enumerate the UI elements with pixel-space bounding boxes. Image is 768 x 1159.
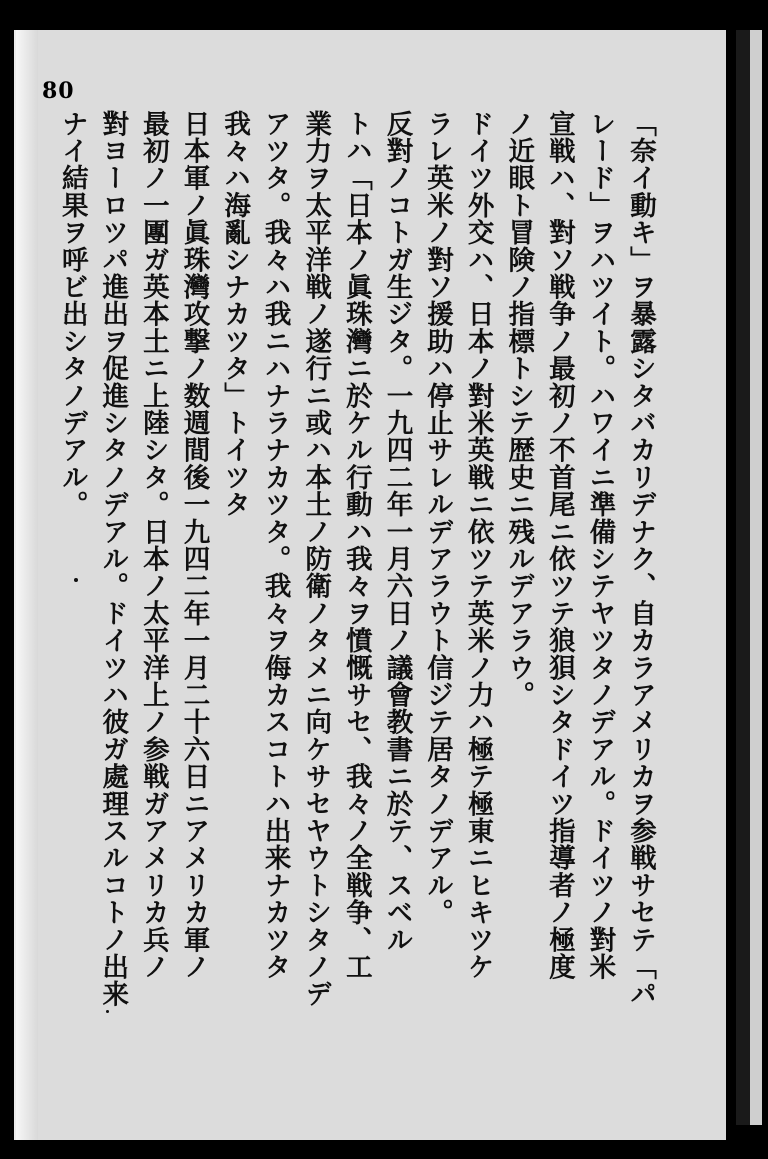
text-column: レード」ヲハツイト。ハワイニ準備シテヤツタノデアル。ドイツノ對米 [584, 110, 616, 981]
text-column: アツタ。我々ハ我ニハナラナカツタ。我々ヲ侮カスコトハ出来ナカツタ [259, 110, 291, 981]
text-column: ノ近眼ト冒険ノ指標トシテ歴史ニ残ルデアラウ。 [503, 110, 535, 709]
ink-speck [106, 1010, 109, 1013]
text-column: 「奈イ動キ」ヲ暴露シタバカリデナク、自カラアメリカヲ参戦サセテ「パ [625, 110, 656, 1008]
text-column: 最初ノ一團ガ英本土ニ上陸シタ。日本ノ太平洋上ノ参戦ガアメリカ兵ノ [137, 110, 169, 981]
text-column: ナイ結果ヲ呼ビ出シタノデアル。 [56, 110, 88, 518]
text-column: 業力ヲ太平洋戦ノ遂行ニ或ハ本土ノ防衛ノタメニ向ケサセヤウトシタノデ [300, 110, 332, 1008]
page-number: 80 [42, 78, 75, 104]
text-column: 日本軍ノ眞珠灣攻撃ノ数週間後一九四二年一月二十六日ニアメリカ軍ノ [178, 110, 210, 981]
text-column: ドイツ外交ハ、日本ノ對米英戦ニ依ツテ英米ノ力ハ極テ極東ニヒキツケ [462, 110, 494, 981]
vertical-text-body [56, 110, 660, 1090]
text-column: 反對ノコトガ生ジタ。一九四二年一月六日ノ議會教書ニ於テ、スベル [381, 110, 413, 954]
ink-speck [74, 578, 78, 582]
facing-page-edge [736, 30, 762, 1125]
page-gutter [14, 30, 38, 1140]
text-column: ラレ英米ノ對ソ援助ハ停止サレルデアラウト信ジテ居タノデアル。 [422, 110, 454, 926]
text-column: 對ヨーロツパ進出ヲ促進シタノデアル。ドイツハ彼ガ處理スルコトノ出来 [97, 110, 129, 1008]
text-column: トハ「日本ノ眞珠灣ニ於ケル行動ハ我々ヲ憤慨サセ、我々ノ全戦争、工 [340, 110, 372, 981]
text-column: 我々ハ海亂シナカツタ」トイツタ [219, 110, 251, 518]
text-column: 宣戦ハ、對ソ戦争ノ最初ノ不首尾ニ依ツテ狼狽シタドイツ指導者ノ極度 [543, 110, 575, 981]
